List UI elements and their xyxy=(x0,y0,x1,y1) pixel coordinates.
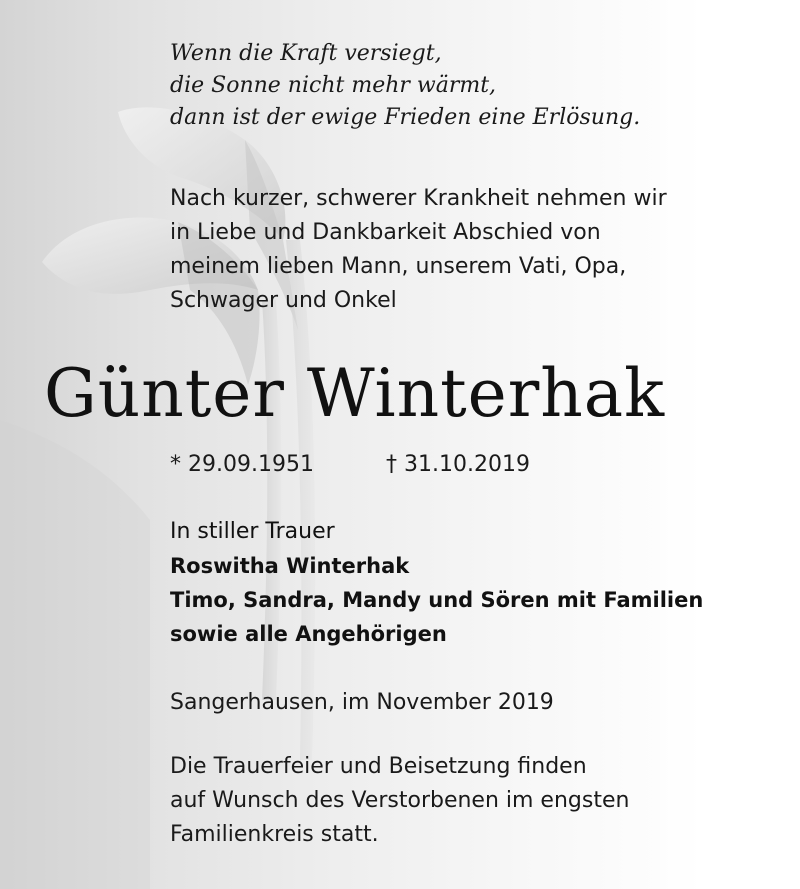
poem-line: die Sonne nicht mehr wärmt, xyxy=(170,73,497,98)
deceased-name: Günter Winterhak xyxy=(44,355,666,432)
farewell-line: Schwager und Onkel xyxy=(170,288,397,313)
birth-date: * 29.09.1951 xyxy=(170,452,314,477)
funeral-line: Familienkreis statt. xyxy=(170,822,379,847)
funeral-line: Die Trauerfeier und Beisetzung finden xyxy=(170,754,587,779)
farewell-text xyxy=(170,182,667,318)
funeral-line: auf Wunsch des Verstorbenen im engsten xyxy=(170,788,630,813)
death-date: † 31.10.2019 xyxy=(386,452,530,477)
poem-verse xyxy=(170,38,640,134)
mourner-name: Roswitha Winterhak xyxy=(170,554,410,578)
funeral-note xyxy=(170,750,629,852)
mourners-heading: In stiller Trauer xyxy=(170,519,335,544)
mourner-name: Timo, Sandra, Mandy und Sören mit Familien xyxy=(170,588,704,612)
mourners-section xyxy=(170,515,703,651)
poem-line: Wenn die Kraft versiegt, xyxy=(170,41,442,66)
farewell-line: in Liebe und Dankbarkeit Abschied von xyxy=(170,220,601,245)
poem-line: dann ist der ewige Frieden eine Erlösung. xyxy=(170,105,641,130)
farewell-line: meinem lieben Mann, unserem Vati, Opa, xyxy=(170,254,627,279)
mourner-name: sowie alle Angehörigen xyxy=(170,622,447,646)
place-and-date: Sangerhausen, im November 2019 xyxy=(170,690,554,715)
farewell-line: Nach kurzer, schwerer Krankheit nehmen wir xyxy=(170,186,667,211)
